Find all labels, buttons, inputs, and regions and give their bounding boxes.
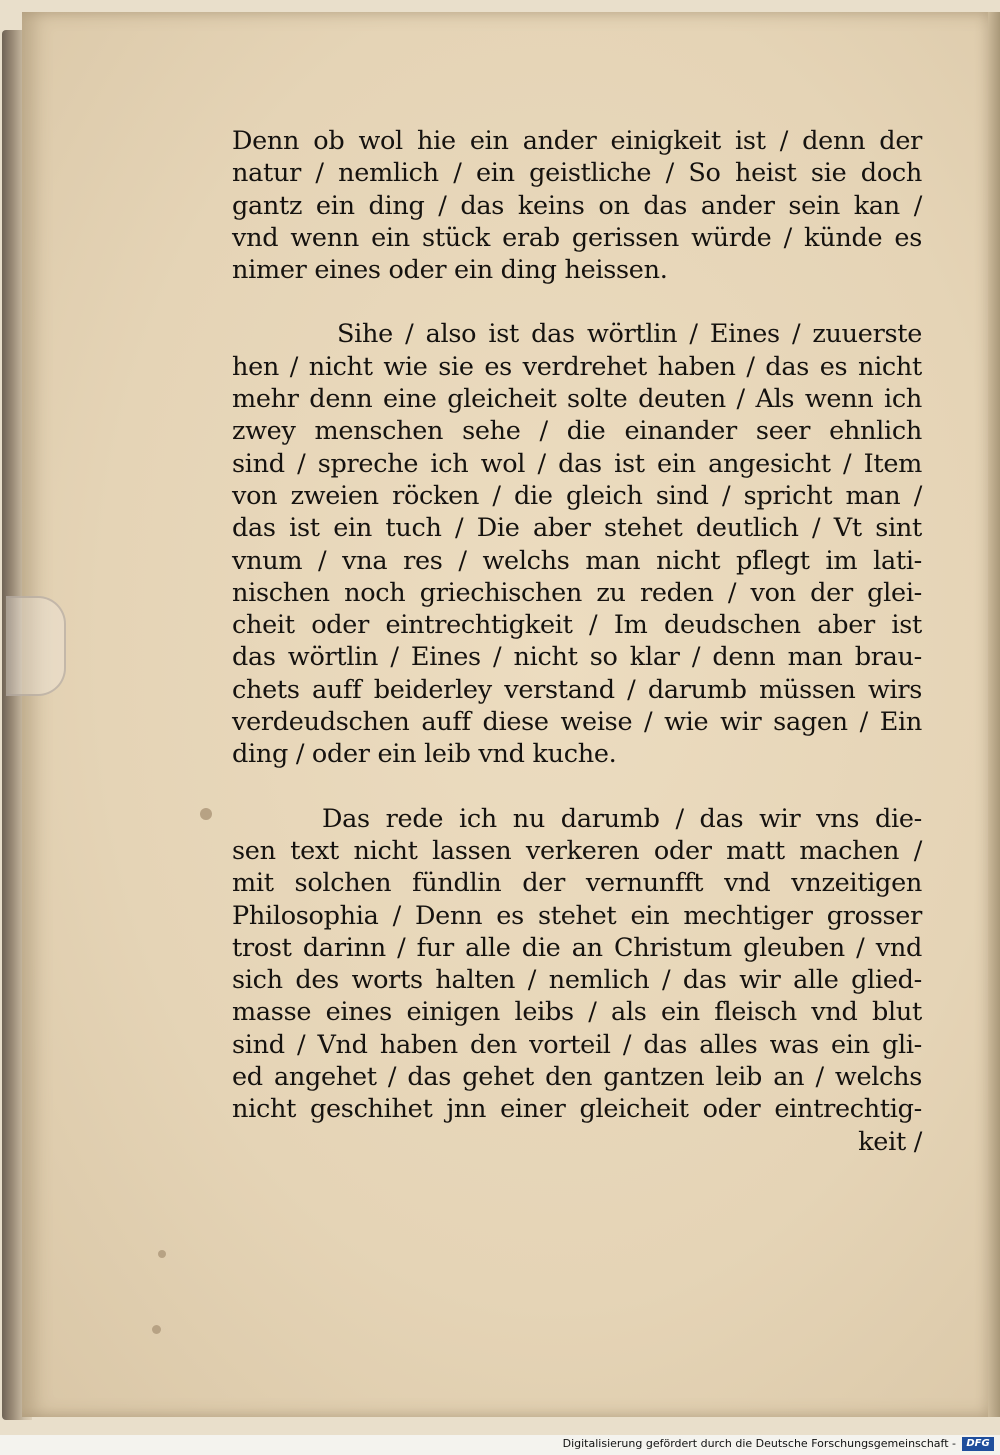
text-line: ed angehet / das gehet den gantzen leib an / welchs [232,1062,922,1093]
text-line: gantz ein ding / das keins on das ander sein kan / [232,190,922,221]
dfg-logo-icon[interactable]: DFG [962,1437,994,1451]
paragraph-1 [232,125,922,286]
main-text [232,125,922,1158]
text-line: verdeudschen auff diese weise / wie wir sagen / Ein [232,707,922,738]
text-line: sind / spreche ich wol / das ist ein angesicht / Item [232,448,922,479]
text-line: sind / Vnd haben den vorteil / das alles was ein gli- [232,1029,922,1060]
text-line: das ist ein tuch / Die aber stehet deutlich / Vt sint [232,513,922,544]
text-line: masse eines einigen leibs / als ein fleisch vnd blut [232,997,922,1028]
text-line: Das rede ich nu darumb / das wir vns die- [322,803,922,834]
text-line: sen text nicht lassen verkeren oder matt machen / [232,835,922,866]
text-line: das wörtlin / Eines / nicht so klar / denn man brau- [232,642,922,673]
text-line: zwey menschen sehe / die einander seer ehnlich [232,416,922,447]
paper-spot [152,1325,161,1334]
text-line: mehr denn eine gleicheit solte deuten / Als wenn ich [232,384,922,415]
text-line: keit / [858,1126,922,1157]
text-line: von zweien röcken / die gleich sind / spricht man / [232,480,922,511]
text-line: trost darinn / fur alle die an Christum gleuben / vnd [232,932,922,963]
text-line: Philosophia / Denn es stehet ein mechtiger grosser [232,900,922,931]
paragraph-2 [232,318,922,770]
footer-bar [0,1435,1000,1455]
paper-spot [158,1250,166,1258]
text-line: Denn ob wol hie ein ander einigkeit ist / denn der [232,126,922,156]
text-line: vnum / vna res / welchs man nicht pflegt im lati- [232,545,922,576]
paragraph-3 [232,803,922,1158]
page-clip [6,596,66,696]
text-line: nischen noch griechischen zu reden / von der glei- [232,577,922,608]
text-line: sich des worts halten / nemlich / das wir alle glied- [232,965,922,996]
page-right-edge [988,12,1000,1417]
text-line: nicht geschihet jnn einer gleicheit oder eintrechtig- [232,1094,922,1125]
text-line: natur / nemlich / ein geistliche / So heist sie doch [232,158,922,189]
text-line: ding / oder ein leib vnd kuche. [232,739,617,770]
text-line: cheit oder eintrechtigkeit / Im deudschen aber ist [232,610,922,641]
text-line: chets auff beiderley verstand / darumb müssen wirs [232,674,922,705]
funding-credit: Digitalisierung gefördert durch die Deutsche Forschungsgemeinschaft - [562,1437,956,1450]
text-line: hen / nicht wie sie es verdrehet haben / das es nicht [232,351,922,382]
text-line: mit solchen fündlin der vernunfft vnd vnzeitigen [232,868,922,899]
text-line: nimer eines oder ein ding heissen. [232,255,668,286]
text-line: vnd wenn ein stück erab gerissen würde / künde es [232,222,922,253]
text-line: Sihe / also ist das wörtlin / Eines / zuuerste [337,319,922,350]
paper-spot [200,808,212,820]
